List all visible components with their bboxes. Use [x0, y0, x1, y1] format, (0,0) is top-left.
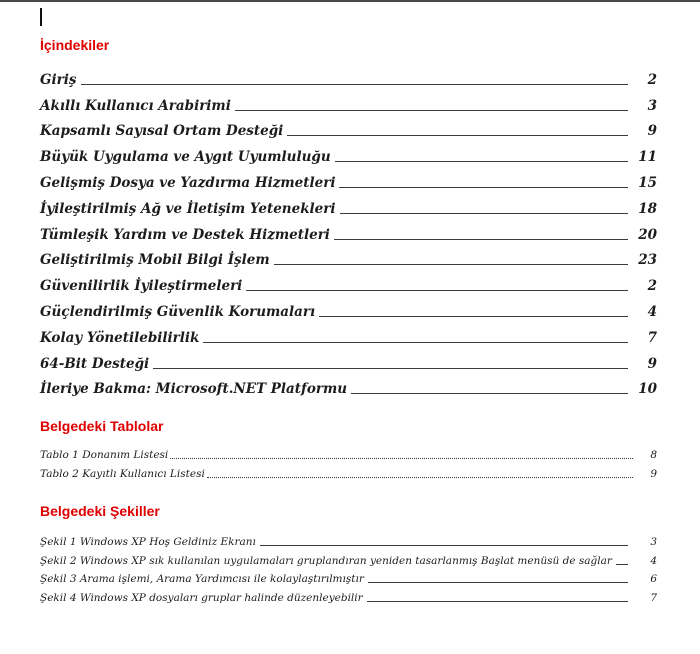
- figure-entry[interactable]: [40, 530, 657, 548]
- toc-entry-page: 20: [638, 226, 657, 243]
- tab-leader-line: [153, 368, 628, 369]
- toc-entry[interactable]: [40, 139, 657, 165]
- tables-heading: Belgedeki Tablolar: [40, 418, 164, 435]
- figure-entry-page: 3: [650, 536, 657, 549]
- tab-leader-line: [274, 264, 628, 265]
- tab-leader-line: [260, 545, 628, 546]
- figure-entry[interactable]: [40, 548, 657, 566]
- figure-entry-label[interactable]: Şekil 3 Arama işlemi, Arama Yardımcısı ile kolaylaştırılmıştır: [40, 573, 364, 586]
- tables-list: [40, 441, 657, 480]
- tab-leader-line: [235, 110, 628, 111]
- tab-leader-line: [319, 316, 628, 317]
- toc-entry[interactable]: [40, 320, 657, 346]
- table-entry[interactable]: [40, 461, 657, 480]
- toc-entry-label[interactable]: İyileştirilmiş Ağ ve İletişim Yetenekleri: [40, 200, 336, 217]
- tab-leader-line: [246, 290, 628, 291]
- toc-entry[interactable]: [40, 191, 657, 217]
- toc-entry-label[interactable]: Tümleşik Yardım ve Destek Hizmetleri: [40, 226, 330, 243]
- table-entry[interactable]: [40, 441, 657, 460]
- toc-entry[interactable]: [40, 165, 657, 191]
- toc-entry-label[interactable]: Güçlendirilmiş Güvenlik Korumaları: [40, 303, 316, 320]
- toc-entry[interactable]: [40, 268, 657, 294]
- toc-entry-page: 2: [647, 71, 657, 88]
- toc-entry[interactable]: [40, 114, 657, 140]
- toc-entry-label[interactable]: Kolay Yönetilebilirlik: [40, 329, 200, 346]
- toc-entry[interactable]: [40, 346, 657, 372]
- toc-entry-page: 10: [638, 381, 657, 398]
- toc-entry-label[interactable]: Akıllı Kullanıcı Arabirimi: [40, 97, 231, 114]
- toc-entry[interactable]: [40, 294, 657, 320]
- figure-entry-label[interactable]: Şekil 2 Windows XP sık kullanılan uygulamaları gruplandıran yeniden tasarlanmış Başlat menüsü de sağlar: [40, 554, 612, 567]
- tab-leader-line: [203, 342, 628, 343]
- toc-entry[interactable]: [40, 88, 657, 114]
- toc-entry-label[interactable]: Geliştirilmiş Mobil Bilgi İşlem: [40, 252, 270, 269]
- toc-entry-label[interactable]: Büyük Uygulama ve Aygıt Uyumluluğu: [40, 149, 331, 166]
- toc-entry-page: 18: [638, 200, 657, 217]
- figures-list: [40, 530, 657, 604]
- toc-entry-page: 11: [638, 149, 657, 166]
- dot-leader-line: [207, 477, 633, 478]
- toc-entry[interactable]: [40, 372, 657, 398]
- tab-leader-line: [340, 213, 628, 214]
- toc-entry[interactable]: [40, 62, 657, 88]
- toc-entry-page: 9: [647, 123, 657, 140]
- figures-heading: Belgedeki Şekiller: [40, 502, 160, 519]
- figure-entry-page: 6: [650, 573, 657, 586]
- tab-leader-line: [81, 84, 629, 85]
- figure-entry[interactable]: [40, 567, 657, 585]
- tab-leader-line: [616, 564, 628, 565]
- text-cursor: [40, 8, 42, 26]
- toc-entry-page: 4: [647, 303, 657, 320]
- tab-leader-line: [335, 161, 628, 162]
- figure-entry-label[interactable]: Şekil 1 Windows XP Hoş Geldiniz Ekranı: [40, 536, 256, 549]
- table-entry-label[interactable]: Tablo 2 Kayıtlı Kullanıcı Listesi: [40, 467, 205, 480]
- table-entry-page: 8: [650, 448, 657, 461]
- contents-heading: İçindekiler: [40, 37, 110, 53]
- figure-entry-page: 7: [650, 591, 657, 604]
- toc-entry[interactable]: [40, 217, 657, 243]
- document-content: [40, 37, 657, 604]
- tab-leader-line: [287, 135, 628, 136]
- table-entry-page: 9: [650, 467, 657, 480]
- tab-leader-line: [339, 187, 628, 188]
- toc-entry-label[interactable]: Gelişmiş Dosya ve Yazdırma Hizmetleri: [40, 174, 336, 191]
- toc-entry-page: 9: [647, 355, 657, 372]
- toc-entry-page: 2: [647, 278, 657, 295]
- toc-entry-label[interactable]: Giriş: [40, 71, 77, 88]
- tab-leader-line: [351, 393, 628, 394]
- tab-leader-line: [367, 601, 628, 602]
- toc-entry-page: 7: [647, 329, 657, 346]
- figure-entry[interactable]: [40, 585, 657, 603]
- tab-leader-line: [334, 239, 628, 240]
- top-border-rule: [0, 0, 700, 2]
- dot-leader-line: [170, 458, 633, 459]
- toc-entry-label[interactable]: Kapsamlı Sayısal Ortam Desteği: [40, 123, 284, 140]
- toc-entry[interactable]: [40, 243, 657, 269]
- figure-entry-label[interactable]: Şekil 4 Windows XP dosyaları gruplar halinde düzenleyebilir: [40, 591, 363, 604]
- toc-entry-page: 23: [638, 252, 657, 269]
- toc-entry-label[interactable]: Güvenilirlik İyileştirmeleri: [40, 278, 243, 295]
- toc-entry-page: 15: [638, 174, 657, 191]
- tab-leader-line: [368, 582, 628, 583]
- toc-entry-page: 3: [647, 97, 657, 114]
- figure-entry-page: 4: [650, 554, 657, 567]
- toc-entry-label[interactable]: 64-Bit Desteği: [40, 355, 150, 372]
- toc-list: [40, 62, 657, 397]
- table-entry-label[interactable]: Tablo 1 Donanım Listesi: [40, 448, 169, 461]
- toc-entry-label[interactable]: İleriye Bakma: Microsoft.NET Platformu: [40, 381, 348, 398]
